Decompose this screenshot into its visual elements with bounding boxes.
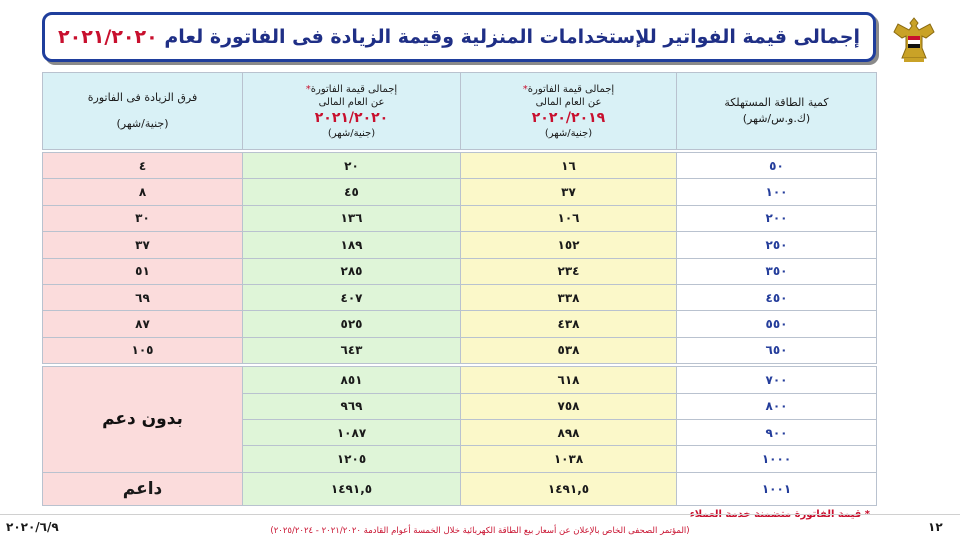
table-row: ٥٥٠ ٤٣٨ ٥٢٥ ٨٧ [43, 311, 877, 337]
title-year: ٢٠٢١/٢٠٢٠ [58, 26, 158, 48]
header-new-bill: إجمالى قيمة الفاتورة* عن العام المالى ٢٠٢١/٢٠٢٠ (جنية/شهر) [243, 73, 461, 150]
divider [0, 514, 960, 515]
table-row: ١٠٠ ٣٧ ٤٥ ٨ [43, 179, 877, 205]
header-kwh: كمية الطاقة المستهلكة (ك.و.س/شهر) [677, 73, 877, 150]
table-row: ٢٥٠ ١٥٢ ١٨٩ ٣٧ [43, 232, 877, 258]
table-row: ٥٠ ١٦ ٢٠ ٤ [43, 153, 877, 179]
date-label: ٢٠٢٠/٦/٩ [6, 520, 59, 534]
table-row: ٣٥٠ ٢٣٤ ٢٨٥ ٥١ [43, 258, 877, 284]
title-text: إجمالى قيمة الفواتير للإستخدامات المنزلية وقيمة الزيادة فى الفاتورة لعام [164, 26, 860, 48]
tariff-table [42, 72, 877, 473]
footnote: * قيمة الفاتورة متضمنة خدمة العملاء [689, 509, 870, 520]
table-row: ٨٠٠ ٧٥٨ ٩٦٩ [43, 393, 877, 419]
table-row: ٤٥٠ ٣٣٨ ٤٠٧ ٦٩ [43, 284, 877, 310]
header-old-bill: إجمالى قيمة الفاتورة* عن العام المالى ٢٠٢٠/٢٠١٩ (جنية/شهر) [461, 73, 677, 150]
table-row: ٦٥٠ ٥٣٨ ٦٤٣ ١٠٥ [43, 337, 877, 363]
total-row-table [42, 472, 877, 506]
table-row: ٩٠٠ ٨٩٨ ١٠٨٧ [43, 419, 877, 445]
table-row: ٢٠٠ ١٠٦ ١٣٦ ٣٠ [43, 205, 877, 231]
no-subsidy-label: بدون دعم [43, 367, 243, 473]
table-row: ٧٠٠ ٦١٨ ٨٥١ بدون دعم [43, 367, 877, 393]
page-title [58, 26, 860, 48]
title-banner [42, 12, 876, 62]
header-difference: فرق الزيادة فى الفاتورة (جنية/شهر) [43, 73, 243, 150]
egypt-eagle-emblem-icon [892, 14, 936, 64]
table-row: ١٠٠٠ ١٠٣٨ ١٢٠٥ [43, 446, 877, 472]
conference-caption: (المؤتمر الصحفى الخاص بالإعلان عن أسعار بيع الطاقة الكهربائية خلال الخمسة أعوام القادمة ٢٠٢١/٢٠٢٠ - ٢٠٢٥/٢٠٢٤) [270, 526, 690, 536]
page-number: ١٢ [928, 520, 943, 534]
total-row: ١٠٠١ ١٤٩١,٥ ١٤٩١,٥ داعم [43, 473, 877, 506]
